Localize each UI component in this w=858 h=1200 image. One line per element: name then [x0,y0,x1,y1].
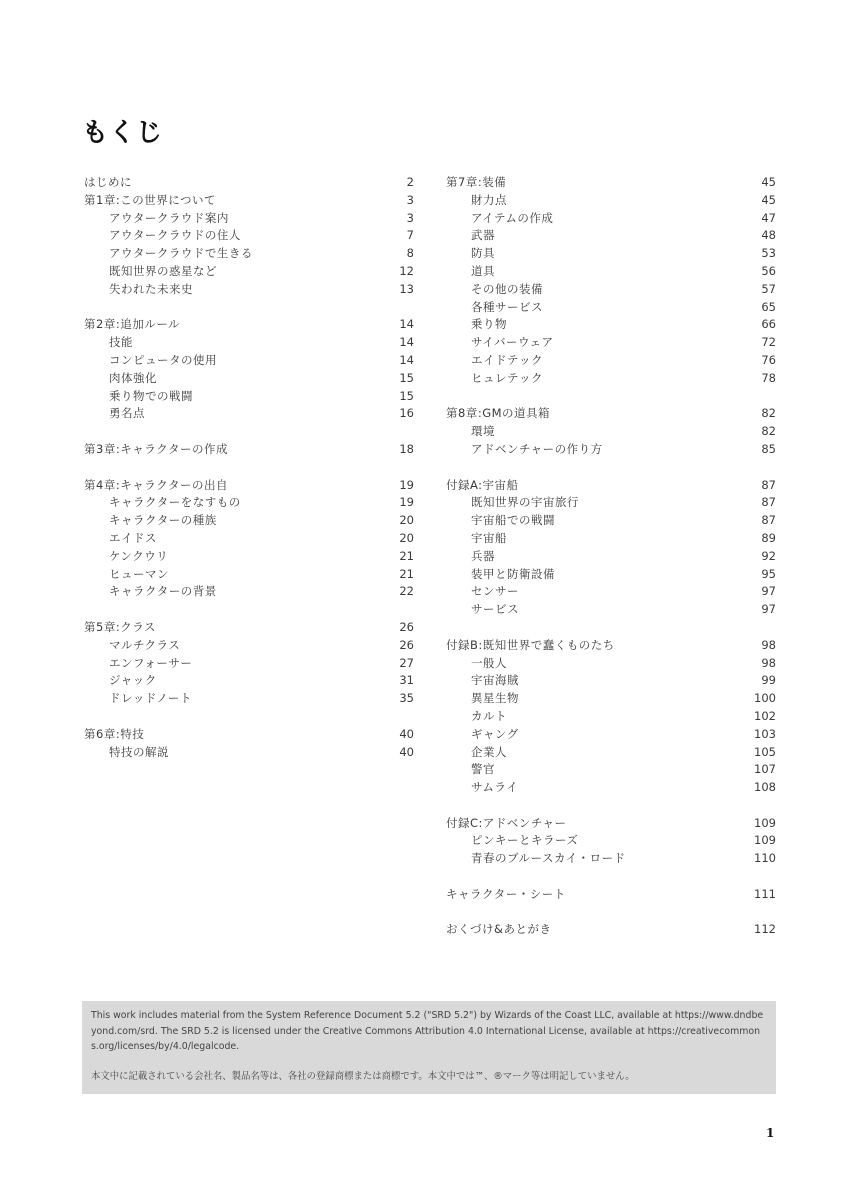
toc-subentry [446,672,776,690]
toc-entry-title: 財力点 [471,192,507,207]
toc-subentry [84,210,414,228]
toc-entry-page: 47 [761,210,776,225]
toc-entry-title: アイテムの作成 [471,210,554,225]
toc-chapter-entry [446,815,776,833]
toc-entry-page: 105 [754,744,776,759]
toc-entry-page: 102 [754,708,776,723]
toc-entry-page: 3 [406,210,414,225]
toc-entry-title: アウタークラウドで生きる [109,246,253,261]
toc-entry-page: 109 [754,815,776,830]
toc-entry-page: 19 [399,495,414,510]
toc-subentry [84,281,414,299]
toc-subentry [84,352,414,370]
toc-chapter-entry [446,637,776,655]
toc-entry-title: 環境 [471,424,495,439]
toc-subentry [446,245,776,263]
toc-entry-title: 企業人 [471,744,507,759]
toc-entry-title: 第8章:GMの道具箱 [446,406,551,421]
toc-entry-title: サービス [471,602,519,617]
toc-entry-page: 48 [761,228,776,243]
toc-subentry [84,494,414,512]
toc-entry-title: 兵器 [471,548,495,563]
toc-gap [84,601,414,619]
toc-entry-page: 12 [399,263,414,278]
toc-subentry [446,423,776,441]
toc-entry-title: アドベンチャーの作り方 [471,441,603,456]
toc-subentry [84,690,414,708]
toc-entry-page: 14 [399,335,414,350]
toc-entry-page: 13 [399,281,414,296]
toc-subentry [84,548,414,566]
toc-entry-page: 8 [406,246,414,261]
toc-subentry [446,227,776,245]
toc-entry-page: 45 [761,175,776,189]
toc-entry-page: 98 [761,655,776,670]
toc-entry-page: 35 [399,691,414,706]
toc-chapter-entry [446,477,776,495]
toc-entry-title: アウタークラウド案内 [109,210,229,225]
toc-subentry [446,334,776,352]
toc-gap [446,868,776,886]
toc-subentry [446,832,776,850]
toc-entry-title: 青春のブルースカイ・ロード [471,851,626,866]
toc-entry-title: 一般人 [471,655,507,670]
toc-chapter-entry [446,174,776,192]
toc-entry-page: 19 [399,477,414,492]
toc-entry-page: 66 [761,317,776,332]
toc-entry-title: 第7章:装備 [446,175,507,189]
toc-entry-title: サイバーウェア [471,335,554,350]
toc-entry-page: 20 [399,530,414,545]
toc-entry-page: 89 [761,530,776,545]
toc-entry-title: 付録B:既知世界で蠢くものたち [446,637,615,652]
toc-subentry [84,637,414,655]
toc-entry-page: 65 [761,299,776,314]
toc-entry-page: 107 [754,762,776,777]
toc-gap [446,797,776,815]
toc-subentry [446,370,776,388]
toc-subentry [446,583,776,601]
toc-gap [84,423,414,441]
toc-entry-page: 21 [399,566,414,581]
toc-left-column [84,174,414,761]
toc-entry-page: 14 [399,317,414,332]
toc-subentry [446,708,776,726]
toc-gap [446,388,776,406]
toc-entry-title: マルチクラス [109,637,181,652]
toc-entry-page: 18 [399,441,414,456]
toc-subentry [446,512,776,530]
toc-entry-page: 57 [761,281,776,296]
toc-right-column [446,174,776,939]
toc-subentry [446,316,776,334]
toc-entry-page: 82 [761,424,776,439]
toc-entry-page: 22 [399,584,414,599]
toc-entry-page: 85 [761,441,776,456]
toc-entry-title: 第3章:キャラクターの作成 [84,441,228,456]
toc-entry-title: ヒュレテック [471,370,543,385]
toc-entry-page: 72 [761,335,776,350]
toc-entry-title: 第6章:特技 [84,726,145,741]
toc-entry-title: 第1章:この世界について [84,192,216,207]
toc-entry-title: はじめに [84,175,132,189]
toc-entry-page: 16 [399,406,414,421]
toc-subentry [84,263,414,281]
toc-subentry [446,744,776,762]
toc-entry-title: キャラクターの背景 [109,584,217,599]
toc-subentry [84,672,414,690]
toc-subentry [84,245,414,263]
toc-entry-page: 95 [761,566,776,581]
license-notice-en: This work includes material from the System Reference Document 5.2 ("SRD 5.2") by Wizards of the Coast LLC, available at https://www.dndbeyond.com/srd. The SRD 5.2 is licensed under the Creative Commons Attribution 4.0 International License, available at https://creativecommons.org/licenses/by/4.0/legalcode. [91,1010,764,1052]
toc-subentry [84,405,414,423]
toc-entry-title: 道具 [471,263,495,278]
toc-subentry [446,779,776,797]
toc-chapter-entry [84,477,414,495]
toc-chapter-entry [84,441,414,459]
toc-entry-page: 40 [399,726,414,741]
toc-entry-title: 第2章:追加ルール [84,317,180,332]
toc-entry-page: 111 [754,886,776,901]
toc-entry-title: キャラクターの種族 [109,513,217,528]
toc-chapter-entry [84,174,414,192]
toc-entry-page: 15 [399,388,414,403]
toc-subentry [446,690,776,708]
toc-entry-page: 103 [754,726,776,741]
toc-entry-page: 97 [761,584,776,599]
toc-entry-page: 21 [399,548,414,563]
toc-entry-page: 26 [399,637,414,652]
toc-chapter-entry [446,886,776,904]
toc-entry-title: コンピュータの使用 [109,352,217,367]
toc-gap [84,708,414,726]
toc-entry-title: キャラクター・シート [446,886,566,901]
toc-entry-page: 31 [399,673,414,688]
toc-entry-page: 40 [399,744,414,759]
toc-entry-title: アウタークラウドの住人 [109,228,241,243]
toc-subentry [446,299,776,317]
toc-entry-title: ケンクウリ [109,548,169,563]
toc-entry-title: エイドス [109,530,157,545]
toc-subentry [446,601,776,619]
toc-subentry [446,192,776,210]
toc-entry-title: エイドテック [471,352,543,367]
toc-entry-title: 宇宙船での戦闘 [471,513,555,528]
toc-subentry [84,566,414,584]
toc-chapter-entry [446,405,776,423]
toc-entry-title: 第5章:クラス [84,619,156,634]
toc-entry-title: 勇名点 [109,406,145,421]
toc-chapter-entry [84,316,414,334]
toc-entry-title: ドレッドノート [109,691,192,706]
toc-entry-page: 87 [761,513,776,528]
toc-entry-title: 防具 [471,246,495,261]
toc-entry-page: 53 [761,246,776,261]
toc-entry-title: 第4章:キャラクターの出自 [84,477,228,492]
toc-entry-title: ギャング [471,726,519,741]
toc-chapter-entry [84,192,414,210]
page-number: 1 [766,1126,775,1140]
toc-subentry [446,441,776,459]
toc-entry-title: ピンキーとキラーズ [471,833,579,848]
toc-subentry [84,334,414,352]
toc-subentry [446,726,776,744]
toc-entry-title: その他の装備 [471,281,543,296]
toc-entry-title: 既知世界の宇宙旅行 [471,495,579,510]
toc-subentry [446,850,776,868]
toc-entry-page: 87 [761,477,776,492]
toc-subentry [84,512,414,530]
toc-gap [446,904,776,922]
toc-entry-title: おくづけ&あとがき [446,922,552,937]
toc-entry-title: 乗り物での戦闘 [109,388,193,403]
toc-entry-title: 付録C:アドベンチャー [446,815,567,830]
toc-entry-page: 76 [761,352,776,367]
toc-entry-title: 装甲と防衛設備 [471,566,555,581]
toc-subentry [84,227,414,245]
toc-entry-title: 技能 [109,335,133,350]
toc-entry-page: 110 [754,851,776,866]
toc-subentry [446,566,776,584]
toc-entry-title: 付録A:宇宙船 [446,477,519,492]
toc-subentry [446,761,776,779]
toc-entry-page: 108 [754,780,776,795]
toc-gap [84,299,414,317]
toc-entry-title: 異星生物 [471,691,519,706]
toc-entry-page: 97 [761,602,776,617]
toc-entry-title: カルト [471,708,507,723]
toc-gap [446,619,776,637]
toc-entry-title: サムライ [471,780,519,795]
toc-subentry [446,655,776,673]
toc-entry-page: 26 [399,619,414,634]
toc-entry-page: 98 [761,637,776,652]
toc-chapter-entry [84,619,414,637]
toc-entry-title: 特技の解説 [109,744,169,759]
toc-entry-title: 既知世界の惑星など [109,263,217,278]
toc-entry-page: 112 [754,922,776,937]
toc-entry-title: センサー [471,584,519,599]
toc-entry-title: 失われた未来史 [109,281,193,296]
toc-subentry [446,494,776,512]
license-notice [82,1001,776,1094]
toc-entry-title: エンフォーサー [109,655,193,670]
toc-subentry [84,530,414,548]
toc-entry-page: 87 [761,495,776,510]
toc-entry-title: 宇宙船 [471,530,507,545]
toc-entry-title: ヒューマン [109,566,169,581]
toc-entry-page: 20 [399,513,414,528]
toc-entry-page: 45 [761,192,776,207]
toc-entry-page: 99 [761,673,776,688]
toc-entry-title: 宇宙海賊 [471,673,519,688]
page-title: もくじ [82,118,164,148]
toc-entry-title: 肉体強化 [109,370,157,385]
toc-entry-title: キャラクターをなすもの [109,495,241,510]
toc-subentry [84,583,414,601]
toc-entry-title: 警官 [471,762,495,777]
toc-entry-page: 27 [399,655,414,670]
toc-subentry [446,210,776,228]
toc-subentry [446,548,776,566]
toc-entry-title: 乗り物 [471,317,507,332]
trademark-notice-jp: 本文中に記載されている会社名、製品名等は、各社の登録商標または商標です。本文中では™、®マーク等は明記していません。 [91,1070,635,1082]
toc-subentry [84,655,414,673]
toc-entry-title: 武器 [471,228,495,243]
toc-subentry [446,263,776,281]
toc-gap [446,459,776,477]
toc-subentry [446,352,776,370]
toc-entry-page: 14 [399,352,414,367]
toc-subentry [84,388,414,406]
toc-entry-page: 56 [761,263,776,278]
toc-subentry [446,530,776,548]
toc-entry-page: 15 [399,370,414,385]
toc-subentry [446,281,776,299]
toc-entry-title: 各種サービス [471,299,543,314]
toc-entry-page: 92 [761,548,776,563]
toc-entry-page: 82 [761,406,776,421]
toc-entry-page: 2 [406,175,414,189]
toc-chapter-entry [84,726,414,744]
toc-gap [84,459,414,477]
toc-entry-page: 78 [761,370,776,385]
toc-subentry [84,744,414,762]
toc-entry-title: ジャック [109,673,157,688]
toc-entry-page: 109 [754,833,776,848]
toc-entry-page: 3 [406,192,414,207]
toc-subentry [84,370,414,388]
toc-entry-page: 100 [754,691,776,706]
toc-chapter-entry [446,921,776,939]
toc-entry-page: 7 [406,228,414,243]
